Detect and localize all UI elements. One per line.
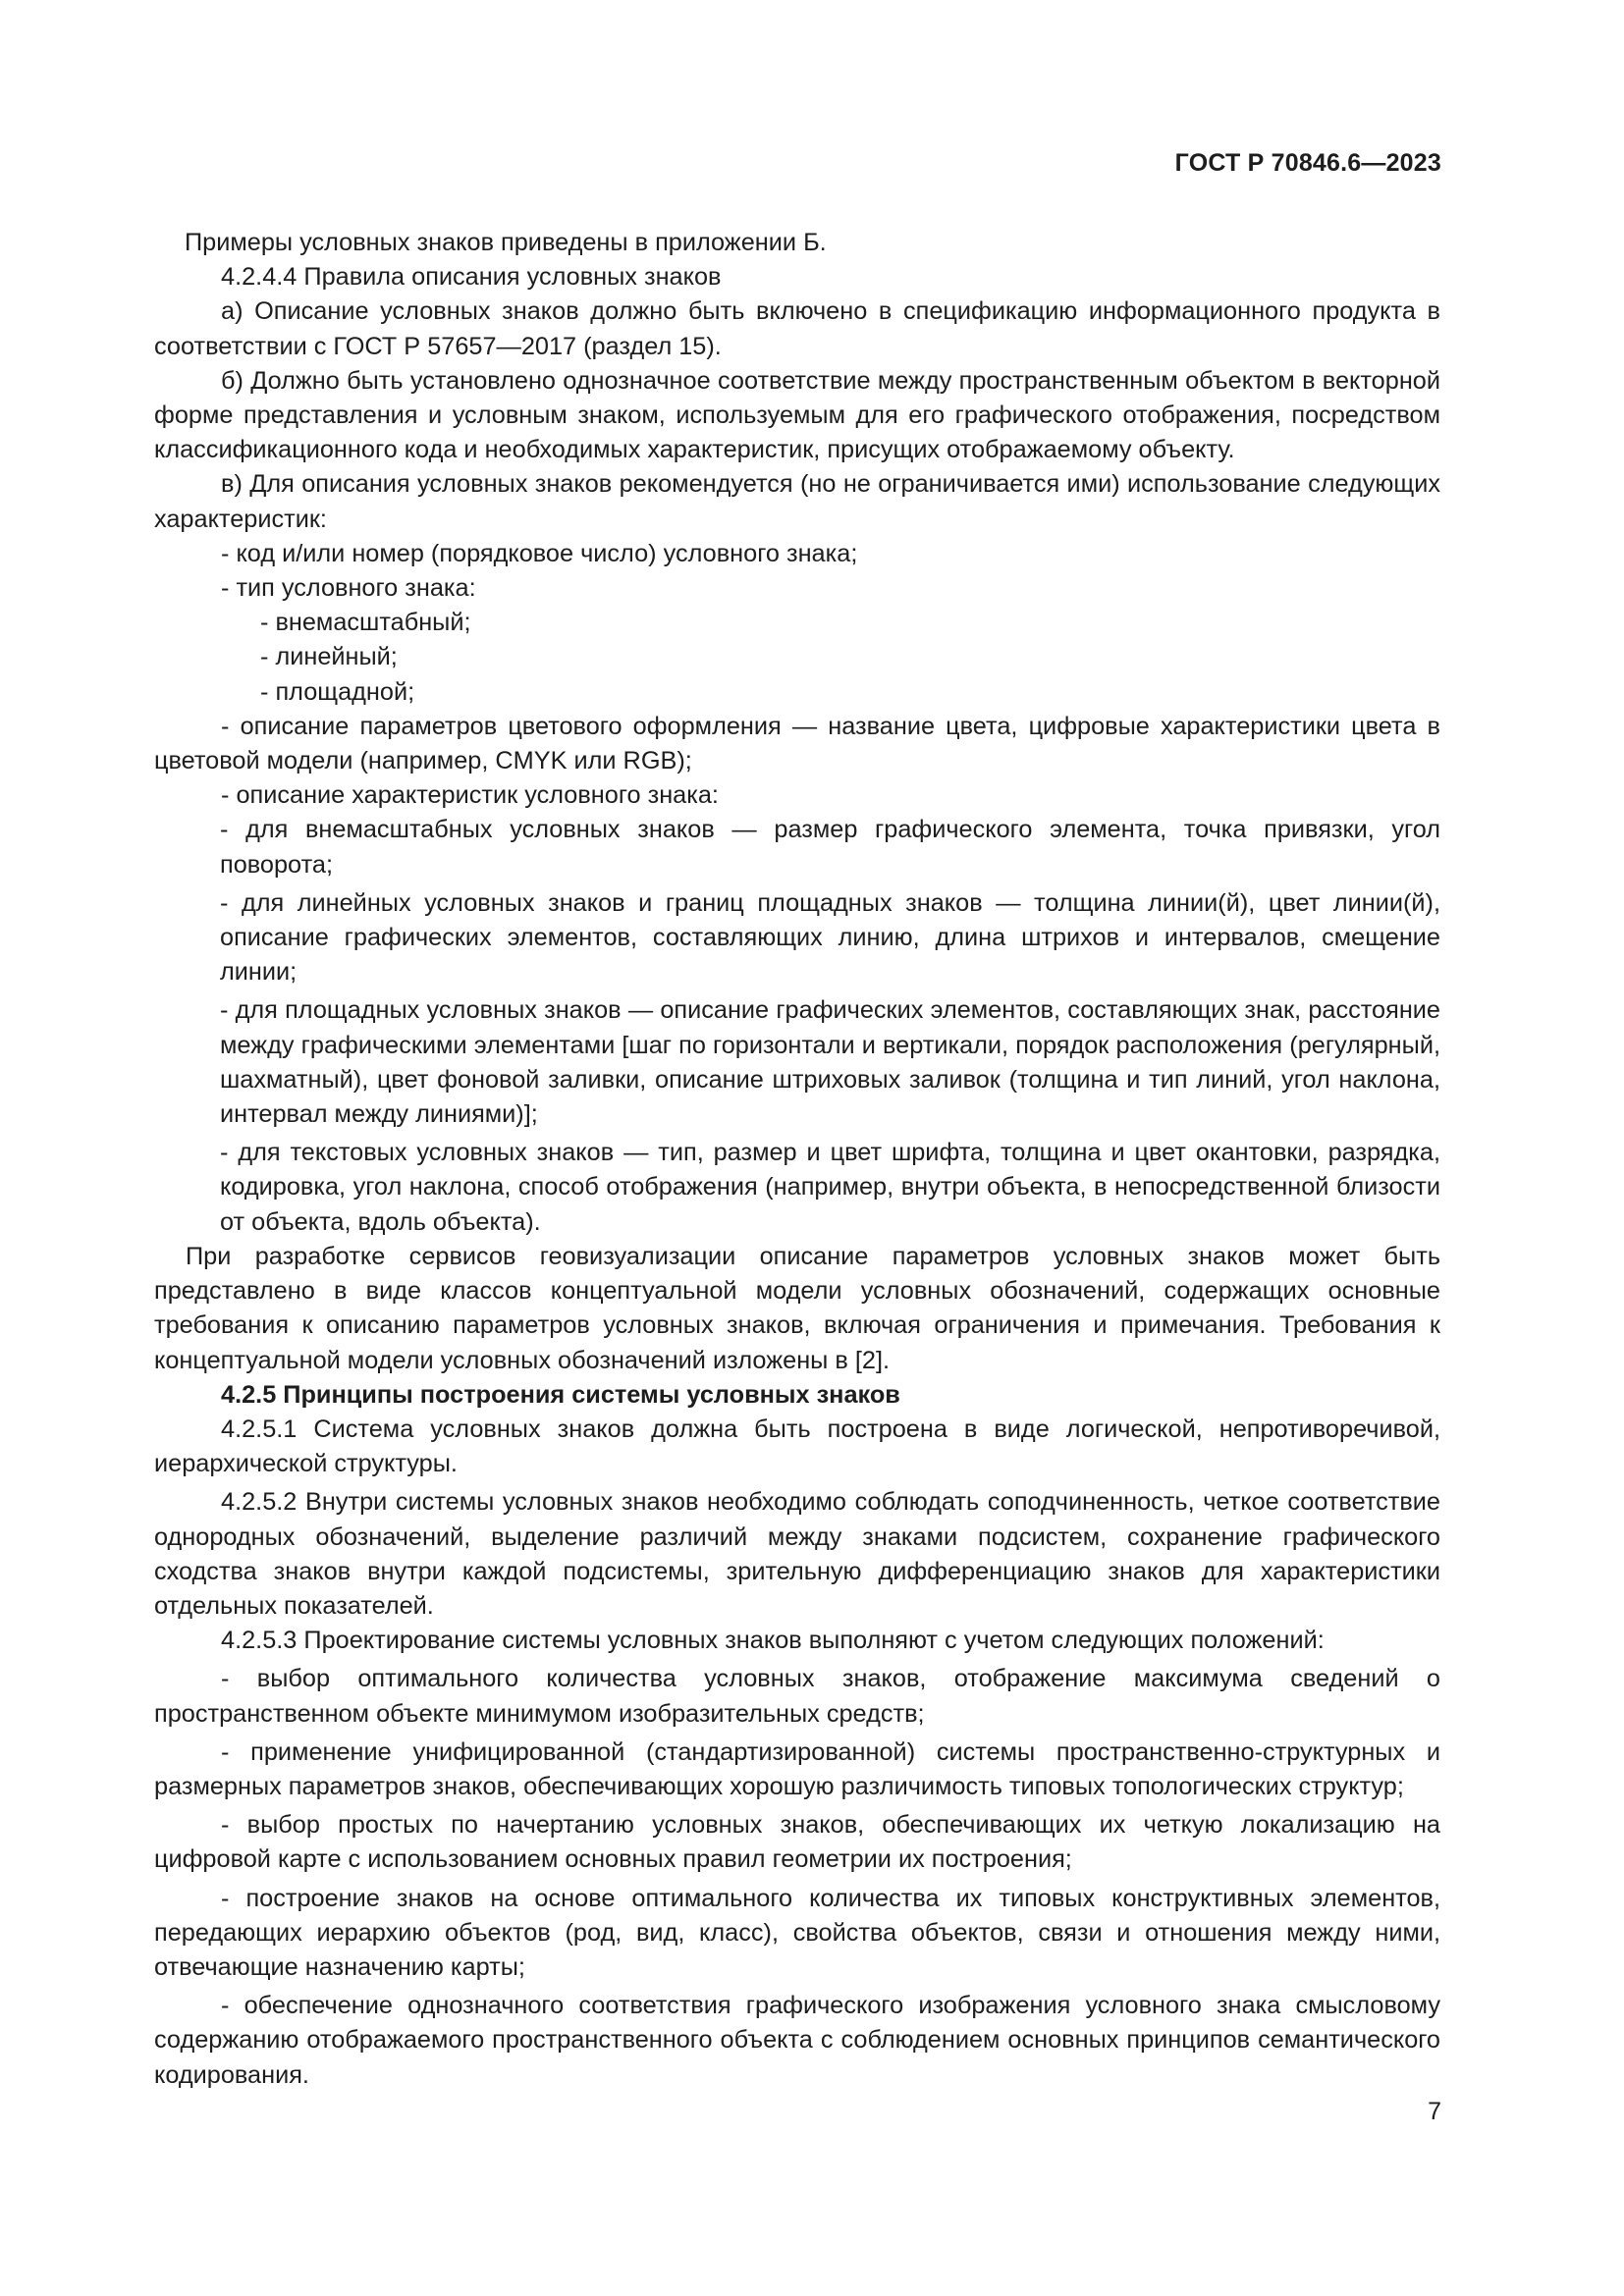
paragraph: - описание параметров цветового оформления — название цвета, цифровые характеристики цвета в цветовой модели (например, CMYK или RGB);	[154, 712, 1440, 775]
paragraph: - выбор оптимального количества условных знаков, отображение максимума сведений о пространственном объекте минимумом изобразительных средств;	[154, 1665, 1440, 1728]
paragraph: в) Для описания условных знаков рекомендуется (но не ограничивается ими) использование следующих характеристик:	[154, 470, 1440, 533]
page-number: 7	[1428, 2098, 1441, 2125]
paragraph: 4.2.5.2 Внутри системы условных знаков необходимо соблюдать соподчиненность, четкое соответствие однородных обозначений, выделение различий между знаками подсистем, сохранение графического сходства знаков внутри каждой подсистемы, зрительную дифференциацию знаков для характеристики отдельных показателей.	[154, 1488, 1440, 1620]
paragraph: - описание характеристик условного знака:	[221, 781, 719, 810]
paragraph: - линейный;	[260, 643, 398, 671]
paragraph: - площадной;	[260, 677, 415, 706]
paragraph: - применение унифицированной (стандартизированной) системы пространственно-структурных и размерных параметров знаков, обеспечивающих хорошую различимость типовых топологических структур;	[154, 1737, 1440, 1800]
paragraph: - код и/или номер (порядковое число) условного знака;	[221, 539, 858, 567]
paragraph: 4.2.4.4 Правила описания условных знаков	[221, 263, 722, 292]
paragraph: а) Описание условных знаков должно быть включено в спецификацию информационного продукта в соответствии с ГОСТ Р 57657—2017 (раздел 15).	[154, 297, 1440, 360]
paragraph: - построение знаков на основе оптимального количества их типовых конструктивных элементов, передающих иерархию объектов (род, вид, класс), свойства объектов, связи и отношения между ними, отвечающие назначению карты;	[154, 1884, 1440, 1981]
paragraph: - для внемасштабных условных знаков — размер графического элемента, точка привязки, угол поворота;	[220, 816, 1440, 879]
paragraph: 4.2.5.3 Проектирование системы условных знаков выполняют с учетом следующих положений:	[221, 1627, 1325, 1655]
paragraph: - для текстовых условных знаков — тип, размер и цвет шрифта, толщина и цвет окантовки, разрядка, кодировка, угол наклона, способ отображения (например, внутри объекта, в непосредственной близости от объекта, вдоль объекта).	[220, 1139, 1440, 1236]
document-code-header: ГОСТ Р 70846.6—2023	[1174, 149, 1441, 177]
paragraph: - выбор простых по начертанию условных знаков, обеспечивающих их четкую локализацию на цифровой карте с использованием основных правил геометрии их построения;	[154, 1811, 1440, 1874]
paragraph: - внемасштабный;	[260, 609, 471, 637]
paragraph: - для площадных условных знаков — описание графических элементов, составляющих знак, расстояние между графическими элементами [шаг по горизонтали и вертикали, порядок расположения (регулярный, шахматный), цвет фоновой заливки, описание штриховых заливок (толщина и тип линий, угол наклона, интервал между линиями)];	[220, 996, 1440, 1129]
paragraph: - для линейных условных знаков и границ площадных знаков — толщина линии(й), цвет линии(й), описание графических элементов, составляющих линию, длина штрихов и интервалов, смещение линии;	[220, 888, 1440, 987]
body-text	[154, 226, 1440, 2093]
paragraph: - обеспечение однозначного соответствия графического изображения условного знака смысловому содержанию отображаемого пространственного объекта с соблюдением основных принципов семантического кодирования.	[154, 1992, 1440, 2089]
paragraph: При разработке сервисов геовизуализации описание параметров условных знаков может быть представлено в виде классов концептуальной модели условных обозначений, содержащих основные требования к описанию параметров условных знаков, включая ограничения и примечания. Требования к концептуальной модели условных обозначений изложены в [2].	[154, 1242, 1440, 1374]
paragraph: - тип условного знака:	[221, 574, 476, 603]
section-heading: 4.2.5 Принципы построения системы условных знаков	[221, 1380, 900, 1409]
paragraph: Примеры условных знаков приведены в приложении Б.	[185, 229, 827, 256]
paragraph: б) Должно быть установлено однозначное соответствие между пространственным объектом в векторной форме представления и условным знаком, используемым для его графического отображения, посредством классификационного кода и необходимых характеристик, присущих отображаемому объекту.	[154, 366, 1440, 464]
paragraph: 4.2.5.1 Система условных знаков должна быть построена в виде логической, непротиворечивой, иерархической структуры.	[154, 1415, 1440, 1478]
